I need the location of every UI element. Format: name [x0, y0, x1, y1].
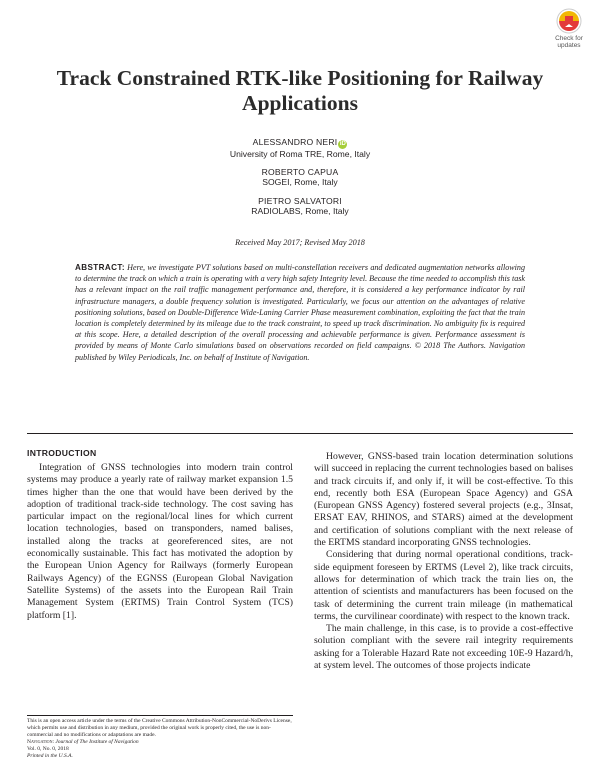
- check-for-updates-icon: [556, 8, 582, 34]
- author-entry: [120, 167, 480, 187]
- journal-line: [27, 739, 293, 746]
- journal-label: Navigation:: [27, 739, 54, 746]
- abstract-text: Here, we investigate PVT solutions based on multi-constellation receivers and dedicated augmentation networks allowing to determine the track on which a train is operating with a very high safety Integrity level. Because the time needed to accomplish this task has a relevant impact on the rail traffic management performance and, therefore, it is considered a key performance indicator by rail infrastructure managers, a double frequency solution is investigated. Particularly, we focus our attention on the advantages of relative positioning solutions, based on Double-Difference Wide-Laning Carrier Phase measurement combination, exploiting the fact that the train location is completely determined by its mileage due to the track constraint, to speed up track discrimination. No ambiguity fix is required at this scope. Here, a detailed description of the overall processing and achievable performance is given. Performance assessment is provided by means of Monte Carlo simulations based on observations recorded on field campaigns. © 2018 The Authors. Navigation published by Wiley Periodicals, Inc. on behalf of Institute of Navigation.: [75, 263, 525, 362]
- body-column-left: [27, 462, 293, 622]
- body-column-right: [314, 451, 573, 672]
- received-dates: Received May 2017; Revised May 2018: [235, 238, 365, 247]
- author-entry: [120, 137, 480, 159]
- author-affiliation: SOGEI, Rome, Italy: [262, 177, 338, 188]
- author-affiliation: University of Roma TRE, Rome, Italy: [229, 149, 371, 159]
- author-name: ALESSANDRO NERI: [252, 137, 338, 147]
- body-paragraph: Integration of GNSS technologies into modern train control systems may produce a yearly rate of railway market expansion 1.5 times higher than the one that would have been derived by the adoption of traditional track-side technology. The cost saving has particular impact on the regional/local lines for which current location technologies, based on transponders, named balises, installed along the tracks at georeferenced sites, are not economically sustainable. This fact has motivated the adoption by the European Union Agency for Railways (formerly European Railways Agency) of the EGNSS (European Global Navigation Satellite Systems) of the assets into the European Rail Train Management System (ERTMS) Train Control System (TCS) platform [1].: [27, 462, 293, 621]
- abstract-label: ABSTRACT:: [75, 263, 125, 272]
- license-note: This is an open access article under the terms of the Creative Commons Attribution-NonCommercial-NoDerivs License, which permits use and distribution in any medium, provided the original work is properly cited, the use is non-commercial and no modifications or adaptations are made.: [27, 718, 292, 739]
- check-for-updates-label: Check for updates: [555, 35, 583, 49]
- author-affiliation: RADIOLABS, Rome, Italy: [251, 205, 349, 216]
- abstract: [75, 262, 525, 363]
- section-divider: [27, 433, 573, 434]
- paper-title: Track Constrained RTK-like Positioning for Railway Applications: [56, 66, 544, 115]
- body-paragraph: However, GNSS-based train location determination solutions will succeed in replacing the current technologies based on balises and track circuits if, and only if, it will be cost-effective. To this end, recently both ESA (European Space Agency) and GSA (European GNSS Agency) fostered several projects (e.g., 3Insat, ERSAT EAV, RHINOS, and STARS) aimed at the development and certification of solutions compliant with the next release of the ERTMS standard incorporating GNSS technologies.: [314, 451, 573, 549]
- author-entry: [120, 196, 480, 216]
- orcid-icon[interactable]: iD: [339, 141, 346, 147]
- section-heading-introduction: INTRODUCTION: [27, 448, 97, 458]
- footnote: [27, 718, 293, 761]
- check-for-updates-badge[interactable]: [545, 8, 593, 52]
- author-name: PIETRO SALVATORI: [258, 195, 342, 206]
- author-block: [120, 137, 480, 224]
- author-name: ROBERTO CAPUA: [261, 167, 339, 178]
- body-paragraph: The main challenge, in this case, is to provide a cost-effective solution compliant with the severe rail integrity requirements asking for a Tolerable Hazard Rate not exceeding 10E-9 Hazard/h, at system level. The outcomes of those projects indicate: [314, 623, 573, 672]
- volume-info: Vol. 0, No. 0, 2018: [27, 746, 69, 753]
- body-paragraph: Considering that during normal operational conditions, track-side equipment foreseen by ERTMS (Level 2), like track circuits, allows for determination of which track the train lies on, the attention of scientists and manufacturers has been focused on the task of determining the current train mileage (in mathematical terms, the curvilinear coordinate) with respect to the known track.: [314, 549, 573, 622]
- journal-name: Journal of The Institute of Navigation: [55, 739, 139, 746]
- footnote-divider: [27, 715, 293, 716]
- printed-location: Printed in the U.S.A.: [27, 753, 73, 760]
